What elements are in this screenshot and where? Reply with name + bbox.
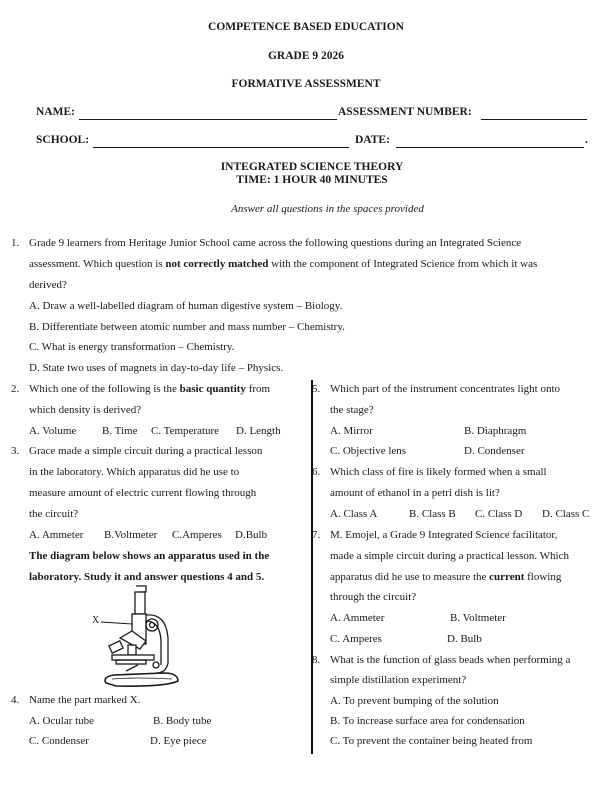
q2-text-plain: Which one of the following is the (29, 383, 180, 395)
q3-option-a[interactable]: A. Ammeter (29, 529, 84, 541)
q6-option-c[interactable]: C. Class D (475, 508, 523, 520)
header-assessment-type: FORMATIVE ASSESSMENT (231, 78, 381, 90)
q3-text-line3: measure amount of electric current flowing through (29, 487, 257, 499)
q1-option-b[interactable]: B. Differentiate between atomic number and mass number – Chemistry. (29, 321, 345, 333)
header-title: COMPETENCE BASED EDUCATION (208, 21, 404, 33)
q2-option-a[interactable]: A. Volume (29, 425, 77, 437)
q1-option-d[interactable]: D. State two uses of magnets in day-to-day life – Physics. (29, 362, 284, 374)
instructions: Answer all questions in the spaces provided (231, 203, 424, 215)
q3-number: 3. (11, 445, 20, 457)
q5-option-b[interactable]: B. Diaphragm (464, 425, 527, 437)
q8-option-a[interactable]: A. To prevent bumping of the solution (330, 695, 499, 707)
date-end-dot: . (585, 134, 588, 146)
q5-number: 5. (312, 383, 321, 395)
q1-option-c[interactable]: C. What is energy transformation – Chemistry. (29, 341, 235, 353)
q1-text-line1: Grade 9 learners from Heritage Junior School came across the following questions during an Integrated Science (29, 237, 522, 249)
q5-text-line1: Which part of the instrument concentrates light onto (330, 383, 561, 395)
q4-option-d[interactable]: D. Eye piece (150, 735, 207, 747)
microscope-diagram-icon (86, 583, 196, 687)
q6-text-line1: Which class of fire is likely formed when a small (330, 466, 547, 478)
q3-option-c[interactable]: C.Amperes (172, 529, 222, 541)
subject-title: INTEGRATED SCIENCE THEORY (220, 161, 404, 173)
q1-text-line2 (29, 254, 537, 275)
q7-option-c[interactable]: C. Amperes (330, 633, 382, 645)
q6-option-d[interactable]: D. Class C (542, 508, 590, 520)
q8-text-line2: simple distillation experiment? (330, 674, 467, 686)
q1-text-plain: assessment. Which question is (29, 258, 166, 270)
q8-text-line1: What is the function of glass beads when performing a (330, 654, 571, 666)
q3-text-line2: in the laboratory. Which apparatus did he use to (29, 466, 240, 478)
q2-text-line1 (29, 379, 270, 400)
q2-number: 2. (11, 383, 20, 395)
q4-option-a[interactable]: A. Ocular tube (29, 715, 95, 727)
q7-option-b[interactable]: B. Voltmeter (450, 612, 506, 624)
q5-option-a[interactable]: A. Mirror (330, 425, 373, 437)
q2-option-c[interactable]: C. Temperature (151, 425, 220, 437)
q6-number: 6. (312, 466, 321, 478)
q1-text-plain-2: with the component of Integrated Science from which it was (268, 258, 538, 270)
q7-text-plain: apparatus did he use to measure the (330, 571, 490, 583)
q8-number: 8. (312, 654, 321, 666)
diagram-note-line2: laboratory. Study it and answer questions 4 and 5. (29, 571, 265, 583)
q6-text-line2: amount of ethanol in a petri dish is lit? (330, 487, 500, 499)
diagram-label-x: X (92, 615, 100, 626)
name-field[interactable] (79, 119, 337, 120)
q3-option-b[interactable]: B.Voltmeter (104, 529, 158, 541)
column-divider (311, 380, 313, 754)
q8-option-c[interactable]: C. To prevent the container being heated from (330, 735, 533, 747)
q7-number: 7. (312, 529, 321, 541)
q5-text-line2: the stage? (330, 404, 374, 416)
q8-option-b[interactable]: B. To increase surface area for condensation (330, 715, 525, 727)
q7-option-d[interactable]: D. Bulb (447, 633, 482, 645)
q7-text-emphasis: current (489, 571, 525, 583)
q4-number: 4. (11, 694, 20, 706)
q2-option-d[interactable]: D. Length (236, 425, 281, 437)
q4-text-line1: Name the part marked X. (29, 694, 141, 706)
q7-text-line2: made a simple circuit during a practical lesson. Which (330, 550, 569, 562)
q2-text-emphasis: basic quantity (179, 383, 246, 395)
q7-option-a[interactable]: A. Ammeter (330, 612, 385, 624)
q1-text-emphasis: not correctly matched (165, 258, 269, 270)
assessment-number-field[interactable] (481, 119, 587, 120)
q4-option-c[interactable]: C. Condenser (29, 735, 89, 747)
time-allowed: TIME: 1 HOUR 40 MINUTES (236, 174, 388, 186)
q3-text-line4: the circuit? (29, 508, 79, 520)
q6-option-b[interactable]: B. Class B (409, 508, 456, 520)
q7-text-line3 (330, 567, 561, 588)
q1-number: 1. (11, 237, 20, 249)
q2-option-b[interactable]: B. Time (102, 425, 138, 437)
assessment-number-label: ASSESSMENT NUMBER: (338, 106, 472, 118)
name-label: NAME: (36, 106, 75, 118)
header-grade: GRADE 9 2026 (267, 50, 345, 62)
q2-text-plain-2: from (245, 383, 271, 395)
q3-option-d[interactable]: D.Bulb (235, 529, 268, 541)
q5-option-c[interactable]: C. Objective lens (330, 445, 407, 457)
school-field[interactable] (93, 147, 349, 148)
date-label: DATE: (355, 134, 390, 146)
q1-text-line3: derived? (29, 279, 67, 291)
date-field[interactable] (396, 147, 584, 148)
q6-option-a[interactable]: A. Class A (330, 508, 378, 520)
q2-text-line2: which density is derived? (29, 404, 142, 416)
q5-option-d[interactable]: D. Condenser (464, 445, 525, 457)
q7-text-line4: through the circuit? (330, 591, 417, 603)
q1-option-a[interactable]: A. Draw a well-labelled diagram of human digestive system – Biology. (29, 300, 343, 312)
q7-text-line1: M. Emojel, a Grade 9 Integrated Science facilitator, (330, 529, 558, 541)
school-label: SCHOOL: (36, 134, 90, 146)
q4-option-b[interactable]: B. Body tube (153, 715, 212, 727)
diagram-note-line1: The diagram below shows an apparatus used in the (29, 550, 270, 562)
q7-text-plain-2: flowing (524, 571, 562, 583)
q3-text-line1: Grace made a simple circuit during a practical lesson (29, 445, 263, 457)
